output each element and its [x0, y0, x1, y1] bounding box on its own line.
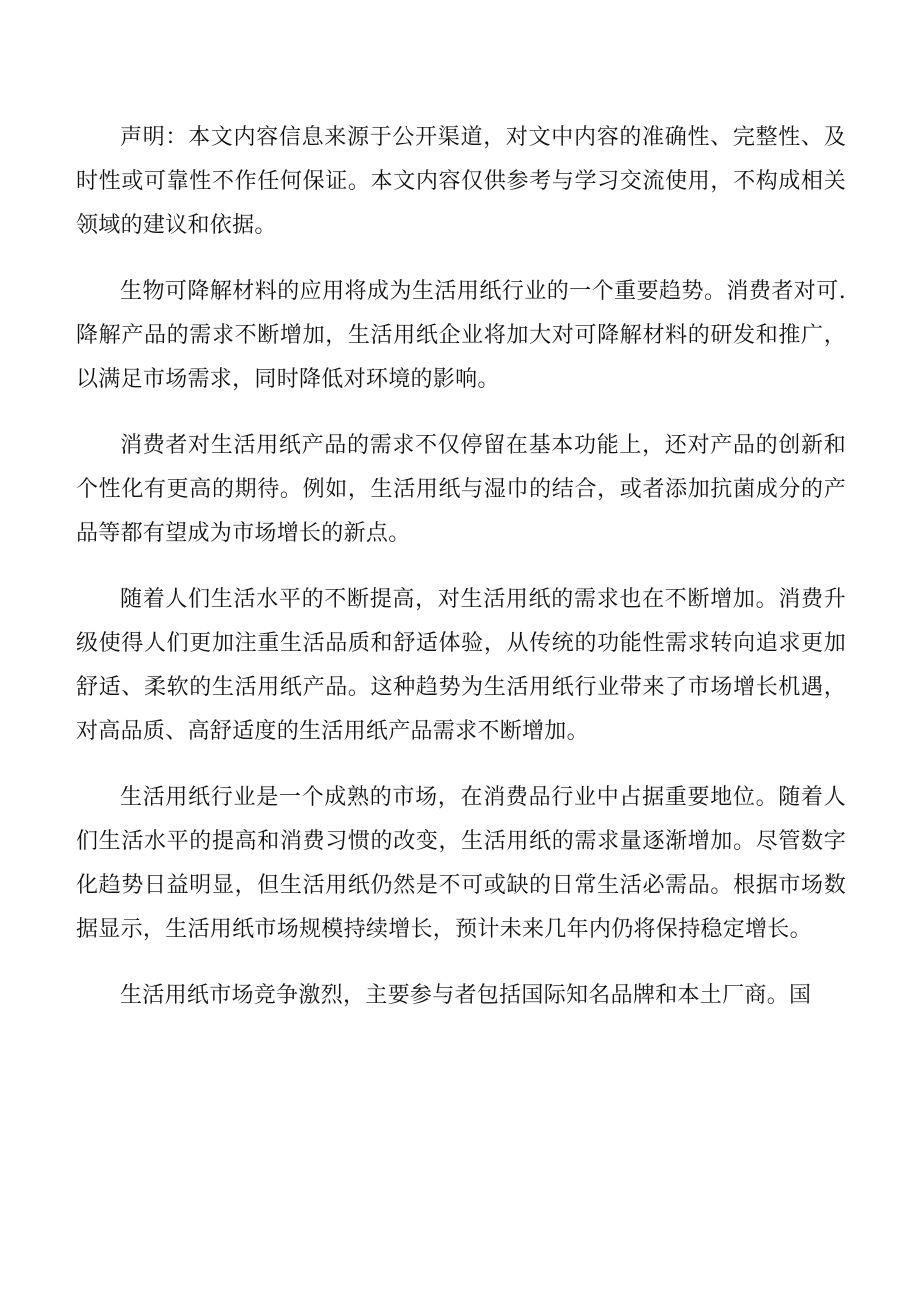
body-paragraph: 生活用纸行业是一个成熟的市场，在消费品行业中占据重要地位。随着人们生活水平的提高和消费习惯的改变，生活用纸的需求量逐渐增加。尽管数字化趋势日益明显，但生活用纸仍然是不可或缺的日常生活必需品。根据市场数据显示，生活用纸市场规模持续增长，预计未来几年内仍将保持稳定增长。 [76, 785, 846, 942]
document-body [76, 116, 846, 1040]
body-paragraph: 随着人们生活水平的不断提高，对生活用纸的需求也在不断增加。消费升级使得人们更加注重生活品质和舒适体验，从传统的功能性需求转向追求更加舒适、柔软的生活用纸产品。这种趋势为生活用纸行业带来了市场增长机遇，对高品质、高舒适度的生活用纸产品需求不断增加。 [76, 587, 846, 744]
body-paragraph: 消费者对生活用纸产品的需求不仅停留在基本功能上，还对产品的创新和个性化有更高的期待。例如，生活用纸与湿巾的结合，或者添加抗菌成分的产品等都有望成为市场增长的新点。 [76, 433, 846, 546]
body-paragraph: 生物可降解材料的应用将成为生活用纸行业的一个重要趋势。消费者对可.降解产品的需求不断增加，生活用纸企业将加大对可降解材料的研发和推广，以满足市场需求，同时降低对环境的影响。 [76, 279, 846, 392]
body-paragraph: 生活用纸市场竞争激烈，主要参与者包括国际知名品牌和本土厂商。国 [120, 983, 812, 1008]
disclaimer-paragraph: 声明：本文内容信息来源于公开渠道，对文中内容的准确性、完整性、及时性或可靠性不作任何保证。本文内容仅供参考与学习交流使用，不构成相关领域的建议和依据。 [76, 125, 846, 238]
